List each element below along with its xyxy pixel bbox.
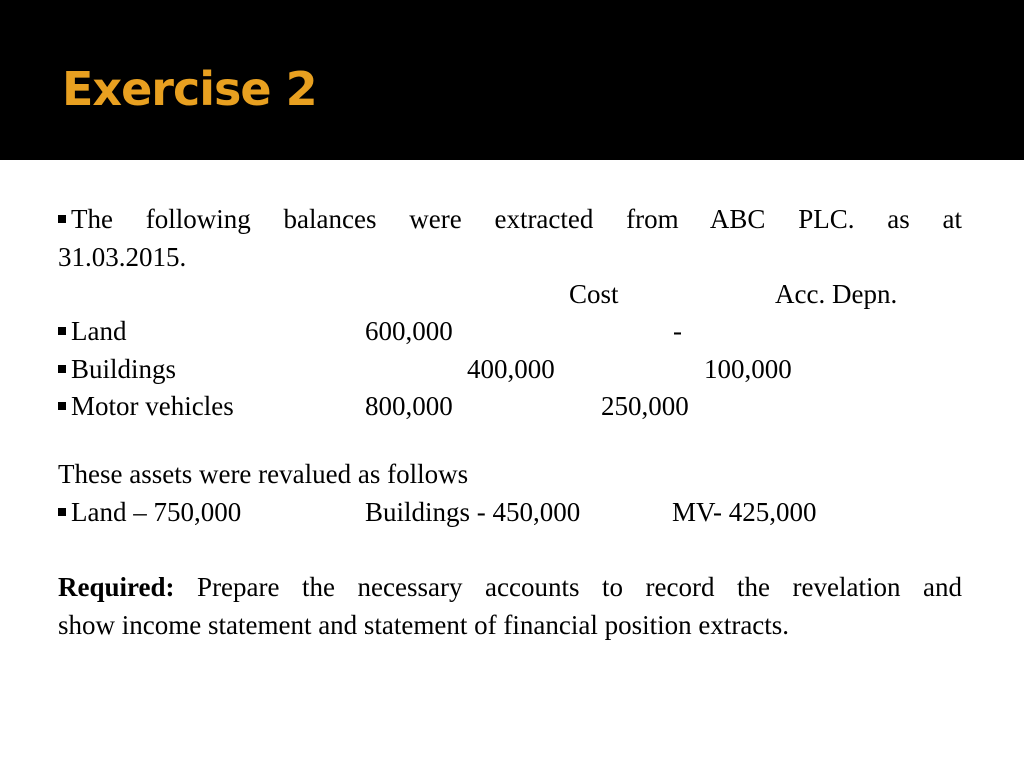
row-buildings-label: Buildings <box>71 354 177 384</box>
table-row-label <box>58 387 234 425</box>
revaluation-land-text: Land – 750,000 <box>71 497 242 527</box>
row-mv-label: Motor vehicles <box>71 391 234 421</box>
row-buildings-cost: 400,000 <box>467 354 555 384</box>
intro-text-1: The following balances were extracted from ABC PLC. as at <box>71 204 962 234</box>
revaluation-buildings: Buildings - 450,000 <box>365 497 581 527</box>
row-mv-cost: 800,000 <box>365 391 453 421</box>
bullet-icon <box>58 365 66 373</box>
required-block <box>58 568 962 644</box>
required-line-2: show income statement and statement of financial position extracts. <box>58 610 790 640</box>
row-mv-acc-depn: 250,000 <box>601 391 689 421</box>
title-bar <box>0 0 1024 160</box>
required-label: Required: <box>58 572 175 602</box>
row-land-acc-depn: - <box>673 316 682 346</box>
row-buildings-acc-depn: 100,000 <box>704 354 792 384</box>
table-row-label <box>58 312 126 350</box>
revaluation-land <box>58 493 241 531</box>
required-text-1: Prepare the necessary accounts to record the revelation and <box>197 572 962 602</box>
required-line-1 <box>58 568 962 606</box>
intro-line-1 <box>58 200 962 238</box>
row-land-cost: 600,000 <box>365 316 453 346</box>
table-row-label <box>58 350 176 388</box>
row-land-label: Land <box>71 316 127 346</box>
bullet-icon <box>58 402 66 410</box>
header-acc-depn: Acc. Depn. <box>775 279 898 309</box>
bullet-icon <box>58 215 66 223</box>
revaluation-mv: MV- 425,000 <box>672 497 817 527</box>
bullet-icon <box>58 327 66 335</box>
header-cost: Cost <box>569 279 619 309</box>
slide-title: Exercise 2 <box>62 62 317 116</box>
intro-line-2: 31.03.2015. <box>58 242 187 272</box>
bullet-icon <box>58 508 66 516</box>
revaluation-intro: These assets were revalued as follows <box>58 459 469 489</box>
